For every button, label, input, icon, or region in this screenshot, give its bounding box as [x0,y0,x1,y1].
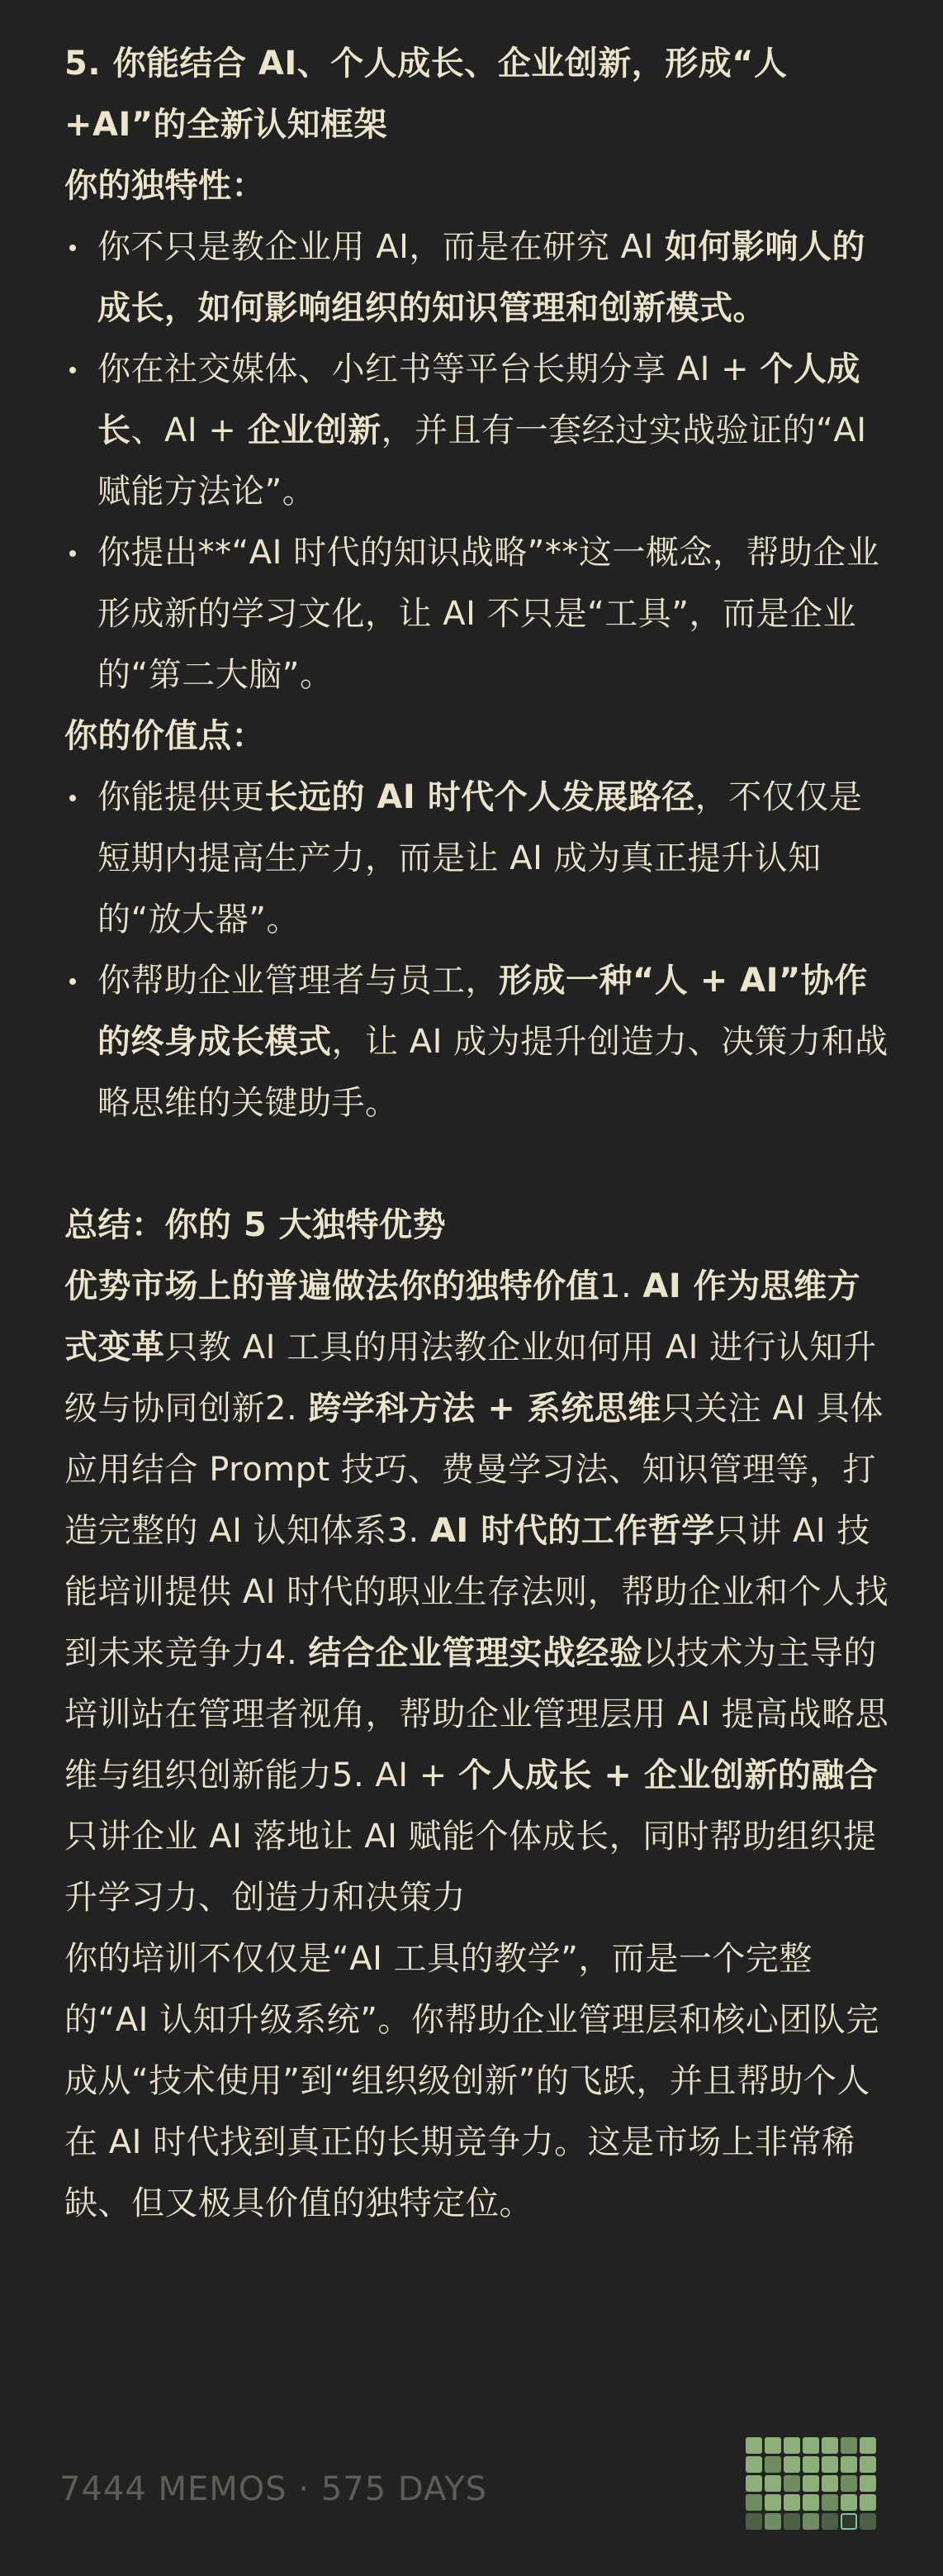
heatmap-cell[interactable] [746,2475,762,2492]
memo-stats: 7444 MEMOS · 575 DAYS [59,2470,488,2508]
bold-text: 形成一种“人 + AI”协作的终身成长模式 [97,962,868,1061]
activity-heatmap[interactable] [746,2437,879,2530]
heatmap-cell[interactable] [765,2475,781,2492]
heatmap-cell[interactable] [860,2456,876,2473]
heatmap-cell-today[interactable] [841,2513,857,2530]
bullet-item [64,522,890,706]
heatmap-cell[interactable] [822,2513,838,2530]
heatmap-cell[interactable] [803,2456,819,2473]
text-run: 你不只是教企业用 AI，而是在研究 AI [97,228,665,266]
bullet-item [64,950,890,1134]
heatmap-cell[interactable] [822,2494,838,2511]
text-run: 5. [64,45,113,83]
text-run: 只关注 AI 具体应用结合 Prompt 技巧、费曼学习法、知识管理等，打造完整的 AI 认知体系3. [64,1390,884,1550]
heatmap-cell[interactable] [860,2475,876,2492]
bold-text: AI 作为思维方式变革 [64,1267,861,1366]
memo-card [64,33,890,2234]
summary-body [64,1256,890,1928]
bold-text: 跨学科方法 + 系统思维 [308,1390,661,1428]
heatmap-cell[interactable] [784,2475,800,2492]
heatmap-cell[interactable] [822,2437,838,2454]
heatmap-cell[interactable] [765,2437,781,2454]
text-run: 只教 AI 工具的用法教企业如何用 AI 进行认知升级与协同创新2. [64,1328,877,1428]
text-run: 、AI + [130,411,248,449]
heatmap-cell[interactable] [765,2456,781,2473]
heatmap-cell[interactable] [784,2494,800,2511]
bullet-item [64,216,890,339]
heatmap-cell[interactable] [841,2475,857,2492]
heatmap-cell[interactable] [860,2437,876,2454]
heatmap-cell[interactable] [765,2513,781,2530]
paragraph-spacer [64,1134,890,1195]
bold-text: AI 时代的工作哲学 [429,1512,715,1550]
memo-heading [64,33,890,155]
heatmap-cell[interactable] [784,2513,800,2530]
heatmap-cell[interactable] [841,2456,857,2473]
heatmap-cell[interactable] [822,2456,838,2473]
heatmap-cell[interactable] [746,2513,762,2530]
heatmap-cell[interactable] [803,2494,819,2511]
bold-text: 如何影响人的成长，如何影响组织的知识管理和创新模式。 [97,228,865,327]
heatmap-cell[interactable] [822,2475,838,2492]
heatmap-cell[interactable] [765,2494,781,2511]
value-label: 你的价值点： [64,717,265,755]
bold-text: 个人成长 [97,350,860,449]
text-run: ，不仅仅是短期内提高生产力，而是让 AI 成为真正提升认知的“放大器”。 [97,778,863,939]
text-run: ，并且有一套经过实战验证的“AI 赋能方法论”。 [97,411,867,511]
heatmap-cell[interactable] [841,2437,857,2454]
text-run: 只讲企业 AI 落地让 AI 赋能个体成长，同时帮助组织提升学习力、创造力和决策力 [64,1818,877,1917]
uniqueness-label: 你的独特性： [64,167,265,205]
bold-text: 个人成长 + 企业创新的融合 [457,1756,879,1794]
text-run: 只讲 AI 技能培训提供 AI 时代的职业生存法则，帮助企业和个人找到未来竞争力4. [64,1512,889,1672]
bullet-item [64,767,890,950]
summary-heading: 总结：你的 5 大独特优势 [64,1206,447,1244]
text-run: ，让 AI 成为提升创造力、决策力和战略思维的关键助手。 [97,1023,889,1122]
text-run: 你能提供更 [97,778,265,816]
bold-text: 企业创新 [247,411,381,449]
heatmap-cell[interactable] [803,2475,819,2492]
closing-paragraph: 你的培训不仅仅是“AI 工具的教学”，而是一个完整的“AI 认知升级系统”。你帮助企业管理层和核心团队完成从“技术使用”到“组织级创新”的飞跃，并且帮助个人在 AI 时代找到真正的长期竞争力。这是市场上非常稀缺、但又极具价值的独特定位。 [64,1940,879,2222]
heatmap-cell[interactable] [860,2513,876,2530]
bold-text: 长远的 AI 时代个人发展路径 [264,778,695,816]
heatmap-cell[interactable] [746,2494,762,2511]
bold-text: 你能结合 AI、个人成长、企业创新，形成“人+AI”的全新认知框架 [64,45,788,144]
value-list [64,767,890,1134]
heatmap-cell[interactable] [746,2437,762,2454]
text-run: 你帮助企业管理者与员工， [97,962,499,1000]
text-run: 1. [599,1267,643,1305]
heatmap-cell[interactable] [803,2513,819,2530]
bold-text: 优势市场上的普遍做法你的独特价值 [64,1267,599,1305]
bold-text: 结合企业管理实战经验 [308,1634,643,1672]
heatmap-cell[interactable] [784,2437,800,2454]
bullet-item [64,339,890,522]
heatmap-cell[interactable] [860,2494,876,2511]
heatmap-cell[interactable] [803,2437,819,2454]
text-run: 你提出**“AI 时代的知识战略”**这一概念，帮助企业形成新的学习文化，让 AI 不只是“工具”，而是企业的“第二大脑”。 [97,534,880,694]
heatmap-cell[interactable] [784,2456,800,2473]
heatmap-cell[interactable] [746,2456,762,2473]
uniqueness-list [64,216,890,706]
text-run: 以技术为主导的培训站在管理者视角，帮助企业管理层用 AI 提高战略思维与组织创新能力5. AI + [64,1634,889,1794]
heatmap-cell[interactable] [841,2494,857,2511]
text-run: 你在社交媒体、小红书等平台长期分享 AI + [97,350,761,388]
